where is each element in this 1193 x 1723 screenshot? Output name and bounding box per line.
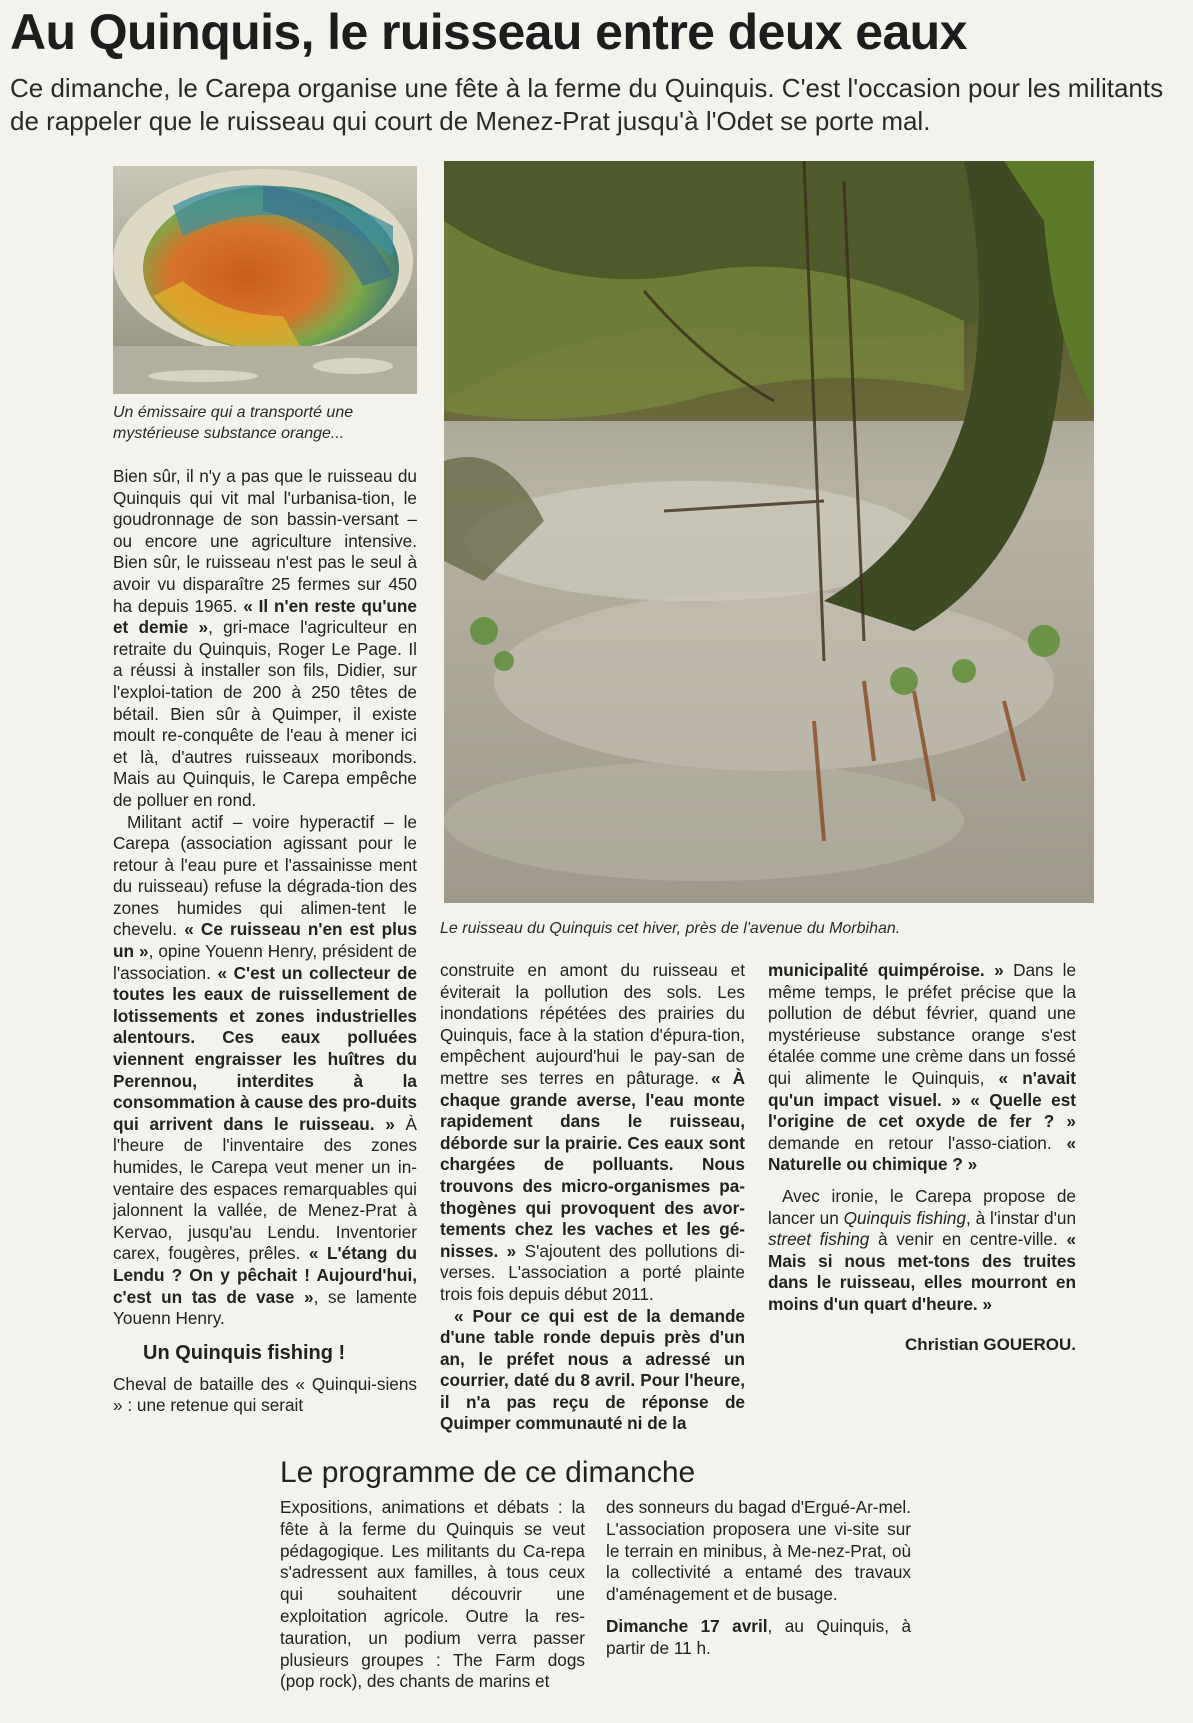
article-column-1 bbox=[113, 466, 417, 1417]
stream-photo bbox=[444, 161, 1094, 903]
col2-paragraph-1: construite en amont du ruisseau et éviterait la pollution des sols. Les inondations répétées des prairies du Quinquis, face à la station d'épura-tion, empêchent aujourd'hui le pay-san de mettre ses terres en pâturage. « À chaque grande averse, l'eau monte rapidement dans le ruisseau, déborde sur la prairie. Ces eaux sont chargées de polluants. Nous trouvons des micro-organismes pa-thogènes qui provoquent des avor-tements chez les vaches et les gé-nisses. » S'ajoutent des pollutions di-verses. L'association a porté plainte trois fois depuis début 2011. bbox=[440, 960, 745, 1304]
col3-paragraph-2: Avec ironie, le Carepa propose de lancer un Quinquis fishing, à l'instar d'un street fishing à venir en centre-ville. « Mais si nous met-tons des truites dans le ruisseau, elles mourront en moins d'un quart d'heure. » bbox=[768, 1185, 1076, 1314]
headline: Au Quinquis, le ruisseau entre deux eaux bbox=[10, 4, 967, 60]
author-signature: Christian GOUEROU. bbox=[905, 1334, 1076, 1354]
col2-paragraph-2: « Pour ce qui est de la demande d'une table ronde depuis près d'un an, le préfet nous a adressé un courrier, daté du 8 avril. Pour l'heure, il n'a pas reçu de réponse de Quimper communauté ni de la bbox=[440, 1305, 745, 1434]
article-column-2 bbox=[440, 960, 745, 1435]
stream-photo-caption: Le ruisseau du Quinquis cet hiver, près de l'avenue du Morbihan. bbox=[440, 920, 901, 937]
col3-paragraph-1: municipalité quimpéroise. » Dans le même temps, le préfet précise que la pollution de début février, quand une mystérieuse substance orange s'est étalée comme une crème dans un fossé qui alimente le Quinquis, « n'avait qu'un impact visuel. » « Quelle est l'origine de cet oxyde de fer ? » demande en retour l'asso-ciation. « Naturelle ou chimique ? » bbox=[768, 960, 1076, 1175]
lead-paragraph: Ce dimanche, le Carepa organise une fête à la ferme du Quinquis. C'est l'occasion pour les militants de rappeler que le ruisseau qui court de Menez-Prat jusqu'à l'Odet se porte mal. bbox=[10, 73, 1164, 136]
programme-title: Le programme de ce dimanche bbox=[280, 1456, 696, 1489]
programme-column-2-text: des sonneurs du bagad d'Ergué-Ar-mel. L'association proposera une vi-site sur le terrain en minibus, à Me-nez-Prat, où la collectivité a entamé des travaux d'aménagement et de busage. bbox=[606, 1497, 911, 1605]
col1-paragraph-2: Militant actif – voire hyperactif – le Carepa (association agissant pour le retour à l'eau pure et l'assainisse ment du ruisseau) refuse la dégrada-tion des zones humides qui alimen-tent le chevelu. « Ce ruisseau n'en est plus un », opine Youenn Henry, président de l'association. « C'est un collecteur de toutes les eaux de ruissellement de lotissements et zones industrielles alentours. Ces eaux polluées viennent engraisser les huîtres du Perennou, interdites à la consommation à cause des pro-duits qui arrivent dans le ruisseau. » À l'heure de l'inventaire des zones humides, le Carepa veut mener un in-ventaire des espaces remarquables qui jalonnent la vallée, de Menez-Prat à Kervao, jusqu'au Lendu. Inventorier carex, fougères, prêles. « L'étang du Lendu ? On y pêchait ! Aujourd'hui, c'est un tas de vase », se lamente Youenn Henry. bbox=[113, 811, 418, 1329]
outlet-photo bbox=[113, 166, 417, 394]
programme-column-2 bbox=[606, 1497, 911, 1660]
article-column-3 bbox=[768, 960, 1076, 1355]
subheading: Un Quinquis fishing ! bbox=[143, 1341, 346, 1364]
col1-paragraph-3: Cheval de bataille des « Quinqui-siens » : une retenue qui serait bbox=[113, 1373, 417, 1416]
programme-date: Dimanche 17 avril, au Quinquis, à partir de 11 h. bbox=[606, 1615, 911, 1658]
outlet-photo-caption: Un émissaire qui a transporté une mystérieuse substance orange... bbox=[113, 404, 354, 442]
programme-column-1: Expositions, animations et débats : la fête à la ferme du Quinquis se veut pédagogique. Les militants du Ca-repa s'adressent aux familles, à tous ceux qui souhaitent découvrir une exploitation agricole. Outre la res-tauration, un podium verra passer plusieurs groupes : The Farm dogs (pop rock), des chants de marins et bbox=[280, 1497, 585, 1692]
col1-paragraph-1: Bien sûr, il n'y a pas que le ruisseau du Quinquis qui vit mal l'urbanisa-tion, le goudronnage de son bassin-versant – ou encore une agriculture intensive. Bien sûr, le ruisseau n'est pas le seul à avoir vu disparaître 25 fermes sur 450 ha depuis 1965. « Il n'en reste qu'une et demie », gri-mace l'agriculteur en retraite du Quinquis, Roger Le Page. Il a réussi à installer son fils, Didier, sur l'exploi-tation de 200 à 250 têtes de bétail. Bien sûr à Quimper, il existe moult re-conquête de l'eau à mener ici et là, d'autres ruisseaux moribonds. Mais au Quinquis, le Carepa empêche de polluer en rond. bbox=[113, 466, 417, 810]
